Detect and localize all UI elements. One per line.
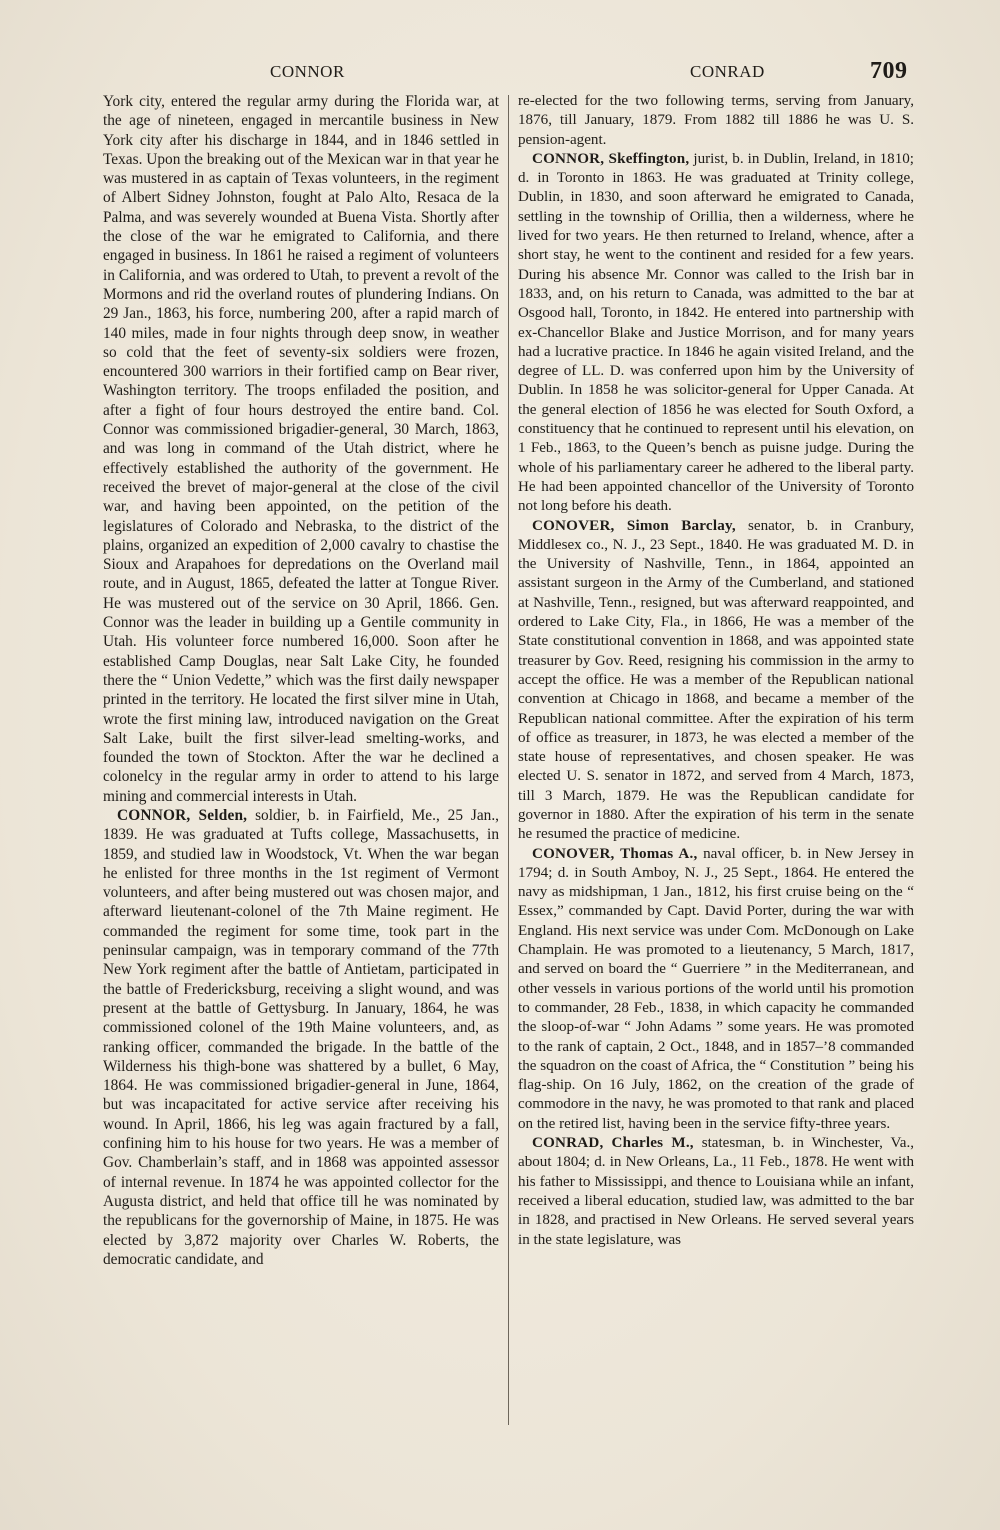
entry-text: statesman, b. in Winchester, Va., about 1804; d. in New Orleans, La., 11 Feb., 1878. He went with his father to Mississippi, and thence to Louisiana while an infant, received a liberal education, studied law, was admitted to the bar in 1828, and practised in New Orleans. He served several years in the state legislature, was — [518, 1135, 914, 1248]
entry-conover-thomas — [518, 845, 914, 1134]
entry-text: senator, b. in Cranbury, Middlesex co., N. J., 23 Sept., 1840. He was graduated M. D. in the University of Nashville, Tenn., in 1864, appointed an assistant surgeon in the Army of the Cumberland, and stationed at Nashville, Tenn., resigned, but was afterward reappointed, and ordered to Lake City, Fla., in 1866, He was a member of the State constitutional convention in 1868, and was appointed state treasurer by Gov. Reed, resigning his commission in the army to accept the office. He was a member of the Republican national convention at Chicago in 1868, and became a member of the Republican national committee. After the expiration of his term of office as treasurer, in 1873, he was elected a member of the state house of representatives, and chosen speaker. He was elected U. S. senator in 1872, and served from 4 March, 1873, till 3 March, 1879. He was the Republican candidate for governor in 1880. After the expiration of his term in the senate he resumed the practice of medicine. — [518, 517, 914, 843]
entry-text: jurist, b. in Dublin, Ireland, in 1810; d. in Toronto in 1863. He was graduated at Trinity college, Dublin, in 1830, and soon afterward he emigrated to Canada, settling in the township of Orillia, then a wilderness, where he lived for two years. He then returned to Ireland, whence, after a short stay, he went to the continent and resided for a few years. During his absence Mr. Connor was called to the Irish bar in 1833, and, on his return to Canada, was admitted to the bar at Osgood hall, Toronto, in 1842. He entered into partnership with ex-Chancellor Blake and Justice Morrison, and for many years had a lucrative practice. In 1846 he again visited Ireland, and the degree of LL. D. was conferred upon him by the University of Dublin. In 1858 he was solicitor-general for Upper Canada. At the general election of 1856 he was elected for South Oxford, a constituency that he continued to represent until his elevation, on 1 Feb., 1863, to the Queen’s bench as puisne judge. During the whole of his parliamentary career he adhered to the liberal party. He had been appointed chancellor of the University of Toronto not long before his death. — [518, 150, 914, 515]
left-column — [103, 92, 499, 1269]
entry-name: CONNOR, Selden, — [117, 806, 248, 824]
entry-name: CONOVER, Thomas A., — [532, 845, 698, 862]
right-column — [518, 92, 914, 1250]
running-head-left: CONNOR — [270, 62, 345, 81]
selden-continued-text: re-elected for the two following terms, serving from January, 1876, till January, 1879. From 1882 till 1886 he was U. S. pension-agent. — [518, 93, 914, 148]
entry-conover-simon — [518, 517, 914, 845]
entry-name: CONNOR, Skeffington, — [532, 150, 690, 167]
page-header — [100, 58, 940, 88]
entry-name: CONOVER, Simon Barclay, — [532, 517, 736, 534]
column-divider — [508, 95, 509, 1425]
entry-name: CONRAD, Charles M., — [532, 1135, 694, 1152]
entry-connor-selden — [103, 806, 499, 1269]
entry-conrad-charles — [518, 1134, 914, 1250]
entry-connor-skeffington — [518, 150, 914, 517]
entry-text: naval officer, b. in New Jersey in 1794; d. in South Amboy, N. J., 25 Sept., 1864. He entered the navy as midshipman, 1 Jan., 1812, his first cruise being on the “ Essex,” commanded by Capt. David Porter, during the war with England. His next service was under Com. McDonough on Lake Champlain. He was promoted to a lieutenancy, 5 March, 1817, and served on board the “ Guerriere ” in the Mediterranean, and other vessels in various portions of the world until his promotion to commander, 28 Feb., 1838, in which capacity he commanded the sloop-of-war “ John Adams ” some years. He was promoted to the rank of captain, 2 Oct., 1848, and in 1857–’8 commanded the squadron on the coast of Africa, the “ Constitution ” being his flag-ship. On 16 July, 1862, on the creation of the grade of commodore in the navy, he was promoted to that rank and placed on the retired list, having been in the service fifty-three years. — [518, 845, 914, 1132]
entry-text: soldier, b. in Fairfield, Me., 25 Jan., 1839. He was graduated at Tufts college, Massachusetts, in 1859, and studied law in Woodstock, Vt. When the war began he enlisted for three months in the 1st regiment of Vermont volunteers, and after being mustered out was chosen major, and afterward lieutenant-colonel of the 7th Maine regiment. He commanded the regiment for some time, took part in the peninsular campaign, was in temporary command of the 77th New York regiment after the battle of Antietam, participated in the battle of Fredericksburg, receiving a slight wound, and was present at the battle of Gettysburg. In January, 1864, he was commissioned colonel of the 19th Maine volunteers, and, as ranking officer, commanded the brigade. In the battle of the Wilderness his thigh-bone was shattered by a bullet, 6 May, 1864. He was commissioned brigadier-general in June, 1864, but was incapacitated for active service after receiving his wound. In April, 1866, his leg was again fractured by a fall, confining him to his house for two years. He was a member of Gov. Chamberlain’s staff, and in 1868 was appointed assessor of internal revenue. In 1874 he was appointed collector for the Augusta district, and held that office till he was nominated by the republicans for the governorship of Maine, in 1875. He was elected by 3,872 majority over Charles W. Roberts, the democratic candidate, and — [103, 806, 499, 1268]
running-head-right: CONRAD — [690, 62, 765, 81]
connor-continued-text: York city, entered the regular army during the Florida war, at the age of nineteen, engaged in mercantile business in New York city after his discharge in 1844, and in 1846 settled in Texas. Upon the breaking out of the Mexican war in that year he was mustered in as captain of Texas volunteers, in the regiment of Albert Sidney Johnston, fought at Palo Alto, Resaca de la Palma, and was severely wounded at Buena Vista. Shortly after the close of the war he emigrated to California, and there engaged in business. In 1861 he raised a regiment of volunteers in California, and was ordered to Utah, to prevent a revolt of the Mormons and rid the overland routes of plundering Indians. On 29 Jan., 1863, his force, numbering 200, after a rapid march of 140 miles, made in four nights through deep snow, in weather so cold that the feet of seventy-six soldiers were frozen, encountered 300 warriors in their fortified camp on Bear river, Washington territory. The troops enfiladed the position, and after a fight of four hours destroyed the entire band. Col. Connor was commissioned brigadier-general, 30 March, 1863, and was long in command of the Utah district, where he effectively established the authority of the government. He received the brevet of major-general at the close of the civil war, and having been appointed, on the petition of the legislatures of Colorado and Nebraska, to the district of the plains, organized an expedition of 2,000 cavalry to chastise the Sioux and Arapahoes for depredations on the Overland mail route, and in August, 1865, defeated the latter at Tongue River. He was mustered out of the service on 30 April, 1866. Gen. Connor was the leader in building up a Gentile community in Utah. His volunteer force numbered 16,000. Soon after he established Camp Douglas, near Salt Lake City, he founded there the “ Union Vedette,” which was the first daily newspaper printed in the territory. He located the first silver mine in Utah, wrote the first mining law, introduced navigation on the Great Salt Lake, built the first silver-lead smelting-works, and founded the town of Stockton. After the war he declined a colonelcy in the regular army in order to attend to his large mining and commercial interests in Utah. — [103, 93, 499, 805]
page-number: 709 — [870, 58, 908, 84]
